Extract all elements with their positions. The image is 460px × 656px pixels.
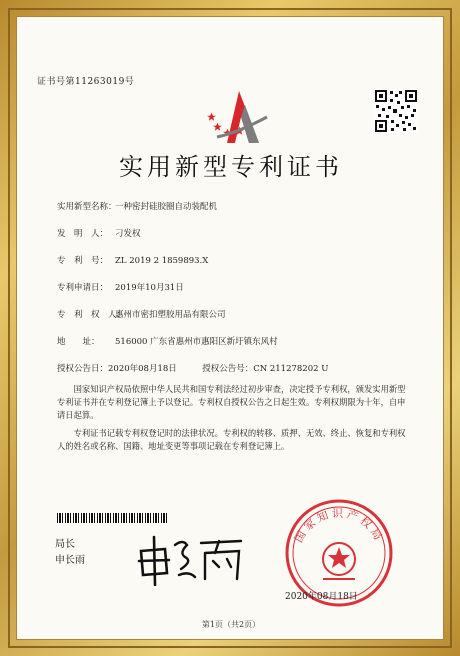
legal-paragraph-1: 国家知识产权局依照中华人民共和国专利法经过初步审查，决定授予专利权，颁发实用新型专利证书并在专利登记簿上予以登记。专利权自授权公告之日起生效。专利权期限为十年，自申请日起算。 [57, 384, 406, 420]
barcode-icon [57, 513, 167, 523]
grant-date-value: 2020年08月18日 [108, 364, 177, 374]
field-grant-date [57, 362, 328, 374]
certificate-paper [16, 16, 444, 640]
legal-paragraph-2: 专利证书记载专利权登记时的法律状况。专利权的转移、质押、无效、终止、恢复和专利权人的姓名或名称、国籍、地址变更等事项记载在专利登记簿上。 [57, 428, 406, 451]
certificate-title: 实用新型专利证书 [119, 153, 343, 181]
field-value: 516000 广东省惠州市惠阳区新圩镇东风村 [115, 337, 278, 347]
field-label: 发 明 人： [57, 229, 109, 239]
field-patentee [57, 308, 226, 320]
field-value: ZL 2019 2 1859893.X [115, 256, 209, 266]
field-inventor [57, 227, 141, 239]
certificate-number: 证书号第11263019号 [37, 77, 135, 87]
signature-name: 申长雨 [55, 555, 85, 566]
seal-text: 国家知识产权局 [292, 507, 386, 545]
field-address [57, 335, 278, 347]
field-label: 专利申请日： [57, 283, 109, 293]
field-label: 地 址： [57, 337, 100, 347]
field-patent-number [57, 254, 208, 266]
field-value: 一种密封硅胶圈自动装配机 [115, 202, 218, 212]
grant-number-value: CN 211278202 U [253, 364, 329, 374]
seal-date: 2020年08月18日 [285, 592, 358, 602]
signature-title: 局长 [55, 539, 75, 550]
page-number: 第1页（共2页） [201, 620, 261, 629]
field-value: 2019年10月31日 [115, 283, 184, 293]
field-application-date [57, 281, 184, 293]
handwritten-signature-icon [135, 531, 245, 586]
field-value: 刁发权 [115, 229, 141, 239]
grant-number-label: 授权公告号： [202, 364, 254, 374]
cnipa-logo-icon [197, 87, 277, 151]
field-utility-model-name [57, 200, 217, 212]
field-label: 专 利 权 人： [57, 310, 126, 320]
field-label: 实用新型名称： [57, 202, 117, 212]
grant-date-label: 授权公告日： [57, 364, 109, 374]
field-label: 专 利 号： [57, 256, 109, 266]
qr-code-icon [374, 89, 418, 133]
field-value: 惠州市密扣塑胶用品有限公司 [115, 310, 226, 320]
